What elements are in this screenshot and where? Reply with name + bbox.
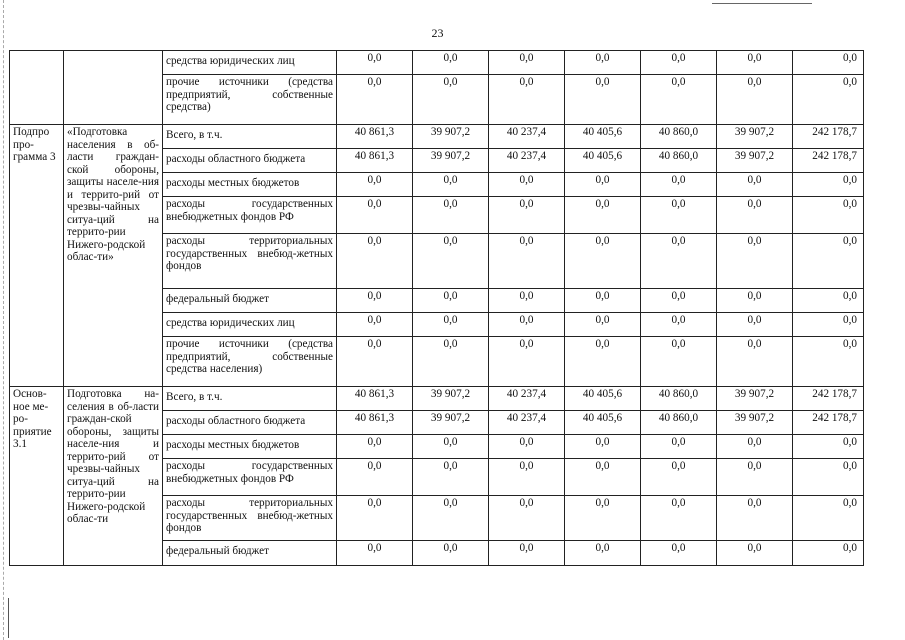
top-rule	[712, 3, 812, 4]
page-number: 23	[431, 26, 444, 40]
funding-source-label: расходы территориальных государственных внебюд-жетных фондов	[163, 234, 337, 289]
scan-edge-bottom	[8, 598, 9, 638]
funding-source-label: расходы местных бюджетов	[163, 435, 337, 459]
year-value-cell: 0,0	[489, 75, 565, 125]
total-value-cell: 0,0	[793, 459, 864, 496]
year-value-cell: 0,0	[413, 197, 489, 234]
table-row	[10, 387, 864, 411]
funding-source-label: прочие источники (средства предприятий, собственные средства)	[163, 75, 337, 125]
year-value-cell: 0,0	[489, 173, 565, 197]
year-value-cell: 0,0	[489, 51, 565, 75]
total-value-cell: 0,0	[793, 75, 864, 125]
year-value-cell: 0,0	[565, 289, 641, 313]
year-value-cell: 0,0	[565, 459, 641, 496]
program-type-cell: Подпро про-грамма 3	[10, 125, 64, 387]
year-value-cell: 0,0	[489, 459, 565, 496]
year-value-cell: 0,0	[413, 496, 489, 541]
year-value-cell: 0,0	[565, 75, 641, 125]
funding-source-label: средства юридических лиц	[163, 51, 337, 75]
funding-source-label: расходы территориальных государственных внебюд-жетных фондов	[163, 496, 337, 541]
year-value-cell: 0,0	[489, 197, 565, 234]
year-value-cell: 39 907,2	[717, 125, 793, 149]
year-value-cell: 0,0	[641, 313, 717, 337]
year-value-cell: 0,0	[717, 75, 793, 125]
table-row	[10, 125, 864, 149]
funding-source-label: федеральный бюджет	[163, 541, 337, 566]
total-value-cell: 0,0	[793, 51, 864, 75]
year-value-cell: 40 860,0	[641, 125, 717, 149]
year-value-cell: 0,0	[565, 337, 641, 387]
year-value-cell: 0,0	[717, 337, 793, 387]
year-value-cell: 40 861,3	[337, 125, 413, 149]
year-value-cell: 0,0	[717, 541, 793, 566]
year-value-cell: 40 861,3	[337, 411, 413, 435]
year-value-cell: 0,0	[413, 173, 489, 197]
year-value-cell: 0,0	[489, 337, 565, 387]
year-value-cell: 39 907,2	[413, 149, 489, 173]
year-value-cell: 0,0	[717, 173, 793, 197]
year-value-cell: 40 860,0	[641, 411, 717, 435]
program-name-cell: Подготовка на-селения в об-ласти граждан-ской обороны, защиты населе-ния и террито-рий от чрезвы-чайных ситуа-ций на террито-рии Нижего-родской облас-ти	[64, 387, 163, 566]
funding-source-label: расходы государственных внебюджетных фондов РФ	[163, 197, 337, 234]
year-value-cell: 0,0	[565, 234, 641, 289]
funding-source-label: средства юридических лиц	[163, 313, 337, 337]
funding-source-label: Всего, в т.ч.	[163, 387, 337, 411]
year-value-cell: 40 405,6	[565, 125, 641, 149]
year-value-cell: 0,0	[717, 197, 793, 234]
funding-source-label: расходы государственных внебюджетных фондов РФ	[163, 459, 337, 496]
year-value-cell: 0,0	[489, 234, 565, 289]
funding-source-label: федеральный бюджет	[163, 289, 337, 313]
year-value-cell: 40 860,0	[641, 387, 717, 411]
total-value-cell: 0,0	[793, 313, 864, 337]
year-value-cell: 0,0	[717, 435, 793, 459]
total-value-cell: 242 178,7	[793, 149, 864, 173]
year-value-cell: 40 237,4	[489, 387, 565, 411]
year-value-cell: 40 861,3	[337, 387, 413, 411]
year-value-cell: 40 237,4	[489, 149, 565, 173]
year-value-cell: 0,0	[565, 496, 641, 541]
year-value-cell: 0,0	[565, 51, 641, 75]
year-value-cell: 0,0	[641, 173, 717, 197]
year-value-cell: 39 907,2	[413, 125, 489, 149]
total-value-cell: 0,0	[793, 435, 864, 459]
year-value-cell: 0,0	[641, 541, 717, 566]
year-value-cell: 0,0	[717, 313, 793, 337]
year-value-cell: 0,0	[413, 51, 489, 75]
scan-edge-left	[3, 0, 4, 640]
funding-source-label: расходы местных бюджетов	[163, 173, 337, 197]
year-value-cell: 0,0	[641, 197, 717, 234]
year-value-cell: 0,0	[337, 75, 413, 125]
year-value-cell: 0,0	[565, 435, 641, 459]
year-value-cell: 0,0	[337, 289, 413, 313]
year-value-cell: 0,0	[337, 313, 413, 337]
total-value-cell: 0,0	[793, 337, 864, 387]
year-value-cell: 39 907,2	[413, 387, 489, 411]
year-value-cell: 0,0	[489, 313, 565, 337]
year-value-cell: 0,0	[337, 197, 413, 234]
table-row	[10, 51, 864, 75]
year-value-cell: 0,0	[337, 496, 413, 541]
year-value-cell: 0,0	[717, 496, 793, 541]
financing-table	[9, 50, 864, 566]
total-value-cell: 0,0	[793, 289, 864, 313]
year-value-cell: 39 907,2	[717, 411, 793, 435]
year-value-cell: 40 237,4	[489, 411, 565, 435]
total-value-cell: 242 178,7	[793, 125, 864, 149]
year-value-cell: 0,0	[641, 459, 717, 496]
funding-source-label: расходы областного бюджета	[163, 411, 337, 435]
year-value-cell: 0,0	[413, 459, 489, 496]
funding-source-label: Всего, в т.ч.	[163, 125, 337, 149]
year-value-cell: 0,0	[489, 435, 565, 459]
year-value-cell: 0,0	[337, 459, 413, 496]
year-value-cell: 0,0	[413, 234, 489, 289]
year-value-cell: 40 237,4	[489, 125, 565, 149]
total-value-cell: 0,0	[793, 541, 864, 566]
year-value-cell: 0,0	[641, 435, 717, 459]
year-value-cell: 0,0	[565, 313, 641, 337]
year-value-cell: 0,0	[641, 234, 717, 289]
year-value-cell: 0,0	[565, 197, 641, 234]
year-value-cell: 0,0	[641, 496, 717, 541]
year-value-cell: 39 907,2	[717, 149, 793, 173]
year-value-cell: 0,0	[413, 75, 489, 125]
year-value-cell: 0,0	[337, 234, 413, 289]
year-value-cell: 0,0	[337, 435, 413, 459]
year-value-cell: 0,0	[413, 435, 489, 459]
year-value-cell: 0,0	[413, 289, 489, 313]
funding-source-label: расходы областного бюджета	[163, 149, 337, 173]
year-value-cell: 0,0	[641, 75, 717, 125]
total-value-cell: 0,0	[793, 496, 864, 541]
year-value-cell: 40 405,6	[565, 149, 641, 173]
program-name-cell: «Подготовка населения в об-ласти граждан-ской обороны, защиты населе-ния и террито-рий от чрезвы-чайных ситуа-ций на террито-рии Нижего-родской облас-ти»	[64, 125, 163, 387]
total-value-cell: 0,0	[793, 197, 864, 234]
year-value-cell: 0,0	[413, 541, 489, 566]
year-value-cell: 0,0	[337, 173, 413, 197]
year-value-cell: 39 907,2	[413, 411, 489, 435]
program-type-cell: Основ-ное ме-ро-приятие 3.1	[10, 387, 64, 566]
year-value-cell: 0,0	[717, 234, 793, 289]
funding-source-label: прочие источники (средства предприятий, собственные средства населения)	[163, 337, 337, 387]
year-value-cell: 0,0	[413, 313, 489, 337]
year-value-cell: 0,0	[565, 173, 641, 197]
year-value-cell: 39 907,2	[717, 387, 793, 411]
year-value-cell: 0,0	[717, 51, 793, 75]
year-value-cell: 0,0	[717, 289, 793, 313]
year-value-cell: 0,0	[413, 337, 489, 387]
total-value-cell: 0,0	[793, 173, 864, 197]
year-value-cell: 0,0	[489, 541, 565, 566]
year-value-cell: 40 861,3	[337, 149, 413, 173]
year-value-cell: 0,0	[641, 289, 717, 313]
year-value-cell: 0,0	[489, 289, 565, 313]
total-value-cell: 0,0	[793, 234, 864, 289]
year-value-cell: 40 405,6	[565, 387, 641, 411]
year-value-cell: 0,0	[337, 51, 413, 75]
year-value-cell: 0,0	[641, 337, 717, 387]
year-value-cell: 0,0	[717, 459, 793, 496]
year-value-cell: 0,0	[489, 496, 565, 541]
year-value-cell: 0,0	[337, 541, 413, 566]
year-value-cell: 40 860,0	[641, 149, 717, 173]
year-value-cell: 40 405,6	[565, 411, 641, 435]
year-value-cell: 0,0	[641, 51, 717, 75]
total-value-cell: 242 178,7	[793, 411, 864, 435]
program-name-cell	[64, 51, 163, 125]
program-type-cell	[10, 51, 64, 125]
year-value-cell: 0,0	[565, 541, 641, 566]
year-value-cell: 0,0	[337, 337, 413, 387]
total-value-cell: 242 178,7	[793, 387, 864, 411]
